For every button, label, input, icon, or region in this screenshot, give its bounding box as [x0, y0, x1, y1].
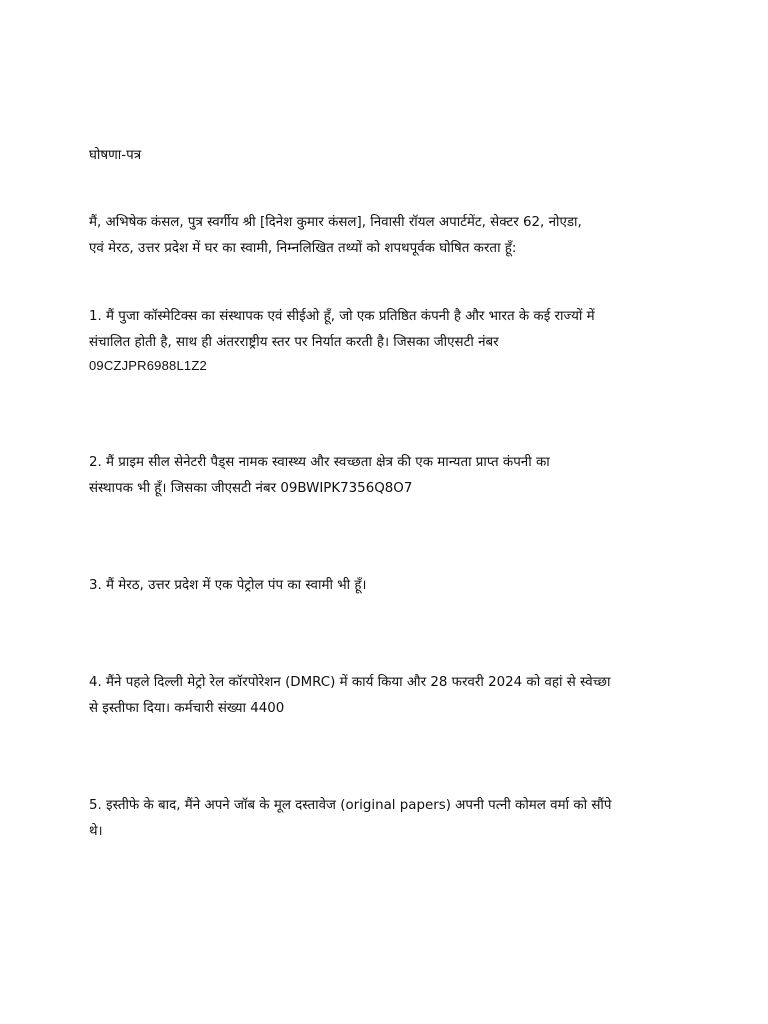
declaration-item-2	[89, 450, 685, 502]
item-line: 1. मैं पुजा कॉस्मेटिक्स का संस्थापक एवं सीईओ हूँ, जो एक प्रतिष्ठित कंपनी है और भारत के कई राज्यों में	[89, 309, 595, 324]
gst-number: 09CZJPR6988L1Z2	[89, 358, 207, 373]
declaration-item-5	[89, 793, 685, 845]
intro-line: एवं मेरठ, उत्तर प्रदेश में घर का स्वामी, निम्नलिखित तथ्यों को शपथपूर्वक घोषित करता हूँ:	[89, 241, 517, 256]
item-line: संचालित होती है, साथ ही अंतरराष्ट्रीय स्तर पर निर्यात करती है। जिसका जीएसटी नंबर	[89, 335, 499, 350]
declaration-intro	[89, 210, 685, 262]
declaration-item-3	[89, 573, 685, 599]
item-line: 3. मैं मेरठ, उत्तर प्रदेश में एक पेट्रोल पंप का स्वामी भी हूँ।	[89, 578, 367, 593]
item-line: थे।	[89, 824, 103, 839]
item-line: से इस्तीफा दिया। कर्मचारी संख्या 4400	[89, 701, 285, 716]
item-line: 2. मैं प्राइम सील सेनेटरी पैड्स नामक स्वास्थ्य और स्वच्छता क्षेत्र की एक मान्यता प्राप्त कंपनी का	[89, 455, 550, 470]
declaration-item-4	[89, 670, 685, 722]
item-line: संस्थापक भी हूँ। जिसका जीएसटी नंबर 09BWIPK7356Q8O7	[89, 481, 413, 496]
item-line: 5. इस्तीफे के बाद, मैंने अपने जॉब के मूल दस्तावेज (original papers) अपनी पत्नी कोमल वर्मा को सौंपे	[89, 798, 612, 813]
document-title	[89, 143, 685, 169]
title-text: घोषणा-पत्र	[89, 148, 142, 163]
intro-line: मैं, अभिषेक कंसल, पुत्र स्वर्गीय श्री [दिनेश कुमार कंसल], निवासी रॉयल अपार्टमेंट, सेक्टर 62, नोएडा,	[89, 215, 582, 230]
item-line: 4. मैंने पहले दिल्ली मेट्रो रेल कॉरपोरेशन (DMRC) में कार्य किया और 28 फरवरी 2024 को वहां से स्वेच्छा	[89, 675, 611, 690]
declaration-item-1	[89, 304, 685, 376]
